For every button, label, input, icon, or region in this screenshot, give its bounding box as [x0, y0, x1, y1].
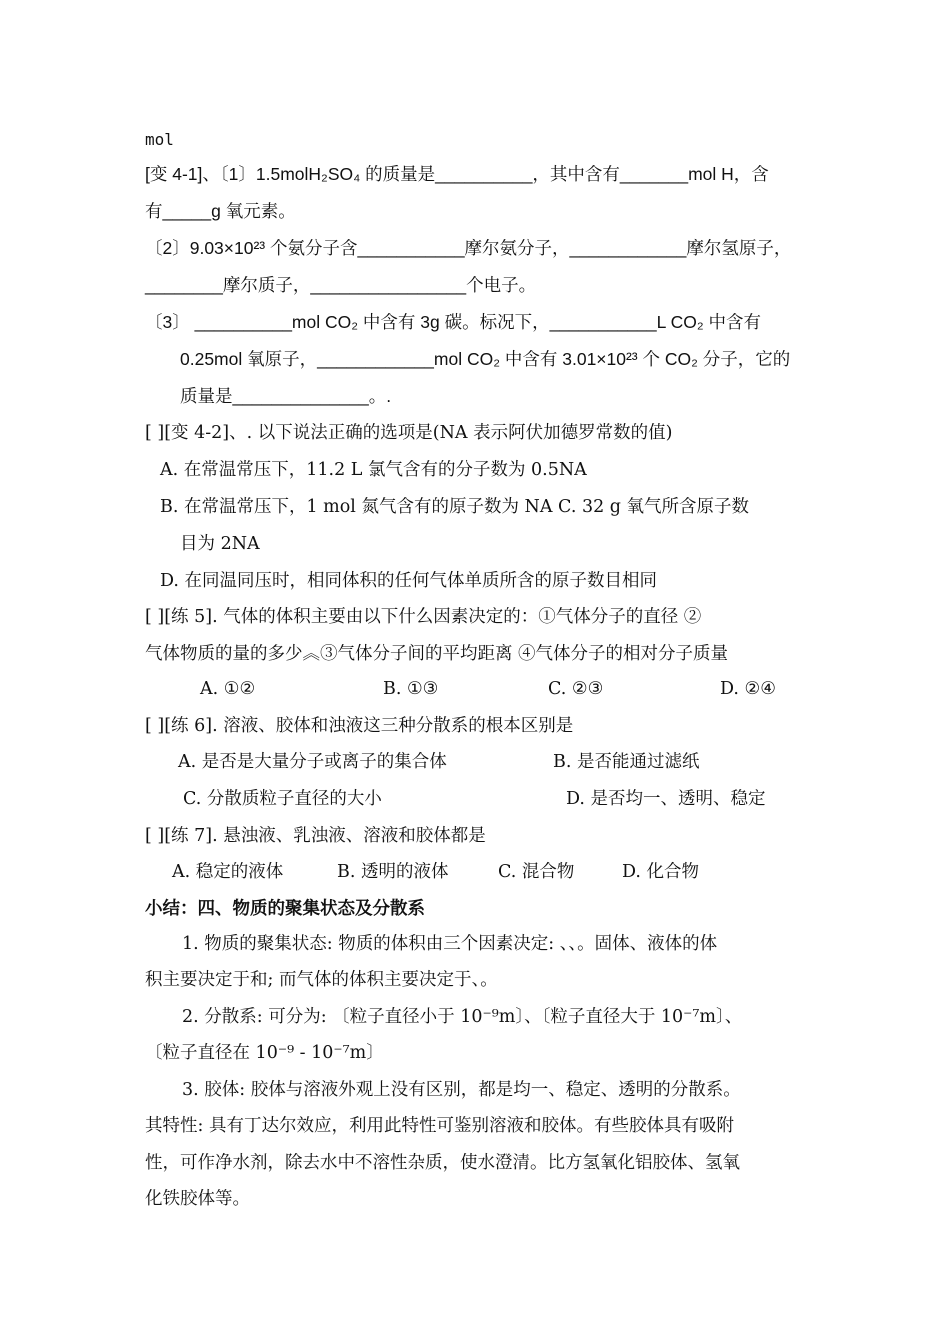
q5-stem-2: 气体物质的量的多少︽③气体分子间的平均距离 ④气体分子的相对分子质量 [145, 644, 729, 664]
v41-line-1: [变 4-1]、〔1〕1.5molH₂SO₄ 的质量是__________，其中含有_______mol H，含 [145, 164, 769, 184]
v42-option-b: B. 在常温常压下，1 mol 氮气含有的原子数为 NA C. 32 g 氧气所含原子数 [160, 497, 750, 517]
q5-option-c: C. ②③ [548, 679, 604, 699]
summary-p1-line-2: 积主要决定于和; 而气体的体积主要决定于、。 [145, 970, 498, 990]
summary-p2-line-1: 2. 分散系: 可分为: 〔粒子直径小于 10⁻⁹m〕、〔粒子直径大于 10⁻⁷m〕、 [182, 1007, 743, 1027]
v41-line-6: 0.25mol 氧原子，____________mol CO₂ 中含有 3.01×10²³ 个 CO₂ 分子，它的 [180, 349, 791, 369]
q7-option-b: B. 透明的液体 [337, 862, 449, 882]
q5-option-b: B. ①③ [383, 679, 439, 699]
v42-option-b-cont: 目为 2NA [180, 534, 260, 554]
q5-option-d: D. ②④ [720, 679, 776, 699]
q6-option-d: D. 是否均一、透明、稳定 [566, 789, 766, 809]
v42-option-a: A. 在常温常压下，11.2 L 氯气含有的分子数为 0.5NA [160, 460, 587, 480]
summary-p1-line-1: 1. 物质的聚集状态: 物质的体积由三个因素决定: 、、。固体、液体的体 [182, 934, 718, 954]
q5-option-a: A. ①② [200, 679, 256, 699]
summary-p3-line-3: 性，可作净水剂，除去水中不溶性杂质，使水澄清。比方氢氧化铝胶体、氢氧 [145, 1153, 740, 1173]
summary-p3-line-1: 3. 胶体: 胶体与溶液外观上没有区别，都是均一、稳定、透明的分散系。 [182, 1080, 741, 1100]
q6-option-a: A. 是否是大量分子或离子的集合体 [178, 752, 447, 772]
v41-line-3: 〔2〕9.03×10²³ 个氨分子含___________摩尔氨分子，____________摩尔氢原子， [145, 238, 792, 258]
fragment-top: mol [145, 130, 174, 149]
summary-p3-line-4: 化铁胶体等。 [145, 1189, 250, 1209]
q7-option-d: D. 化合物 [622, 862, 700, 882]
q7-stem: [ ][练 7]. 悬浊液、乳浊液、溶液和胶体都是 [145, 826, 486, 846]
q7-option-c: C. 混合物 [498, 862, 575, 882]
q5-stem-1: [ ][练 5]. 气体的体积主要由以下什么因素决定的：①气体分子的直径 ② [145, 607, 702, 627]
summary-heading: 小结：四、物质的聚集状态及分散系 [145, 899, 425, 919]
v41-line-5: 〔3〕 __________mol CO₂ 中含有 3g 碳。标况下，___________L CO₂ 中含有 [145, 312, 761, 332]
v41-line-2: 有_____g 氧元素。 [145, 201, 296, 221]
v42-option-d: D. 在同温同压时，相同体积的任何气体单质所含的原子数目相同 [160, 571, 658, 591]
q6-stem: [ ][练 6]. 溶液、胶体和浊液这三种分散系的根本区别是 [145, 716, 574, 736]
v41-line-4: ________摩尔质子，________________个电子。 [145, 275, 537, 295]
q7-option-a: A. 稳定的液体 [172, 862, 284, 882]
summary-p3-line-2: 其特性: 具有丁达尔效应，利用此特性可鉴别溶液和胶体。有些胶体具有吸附 [145, 1116, 734, 1136]
q6-option-b: B. 是否能通过滤纸 [553, 752, 700, 772]
summary-p2-line-2: 〔粒子直径在 10⁻⁹ - 10⁻⁷m〕 [145, 1043, 384, 1063]
v41-line-7: 质量是______________。. [180, 386, 392, 406]
v42-stem: [ ][变 4-2]、. 以下说法正确的选项是(NA 表示阿伏加德罗常数的值) [145, 423, 673, 443]
q6-option-c: C. 分散质粒子直径的大小 [183, 789, 382, 809]
